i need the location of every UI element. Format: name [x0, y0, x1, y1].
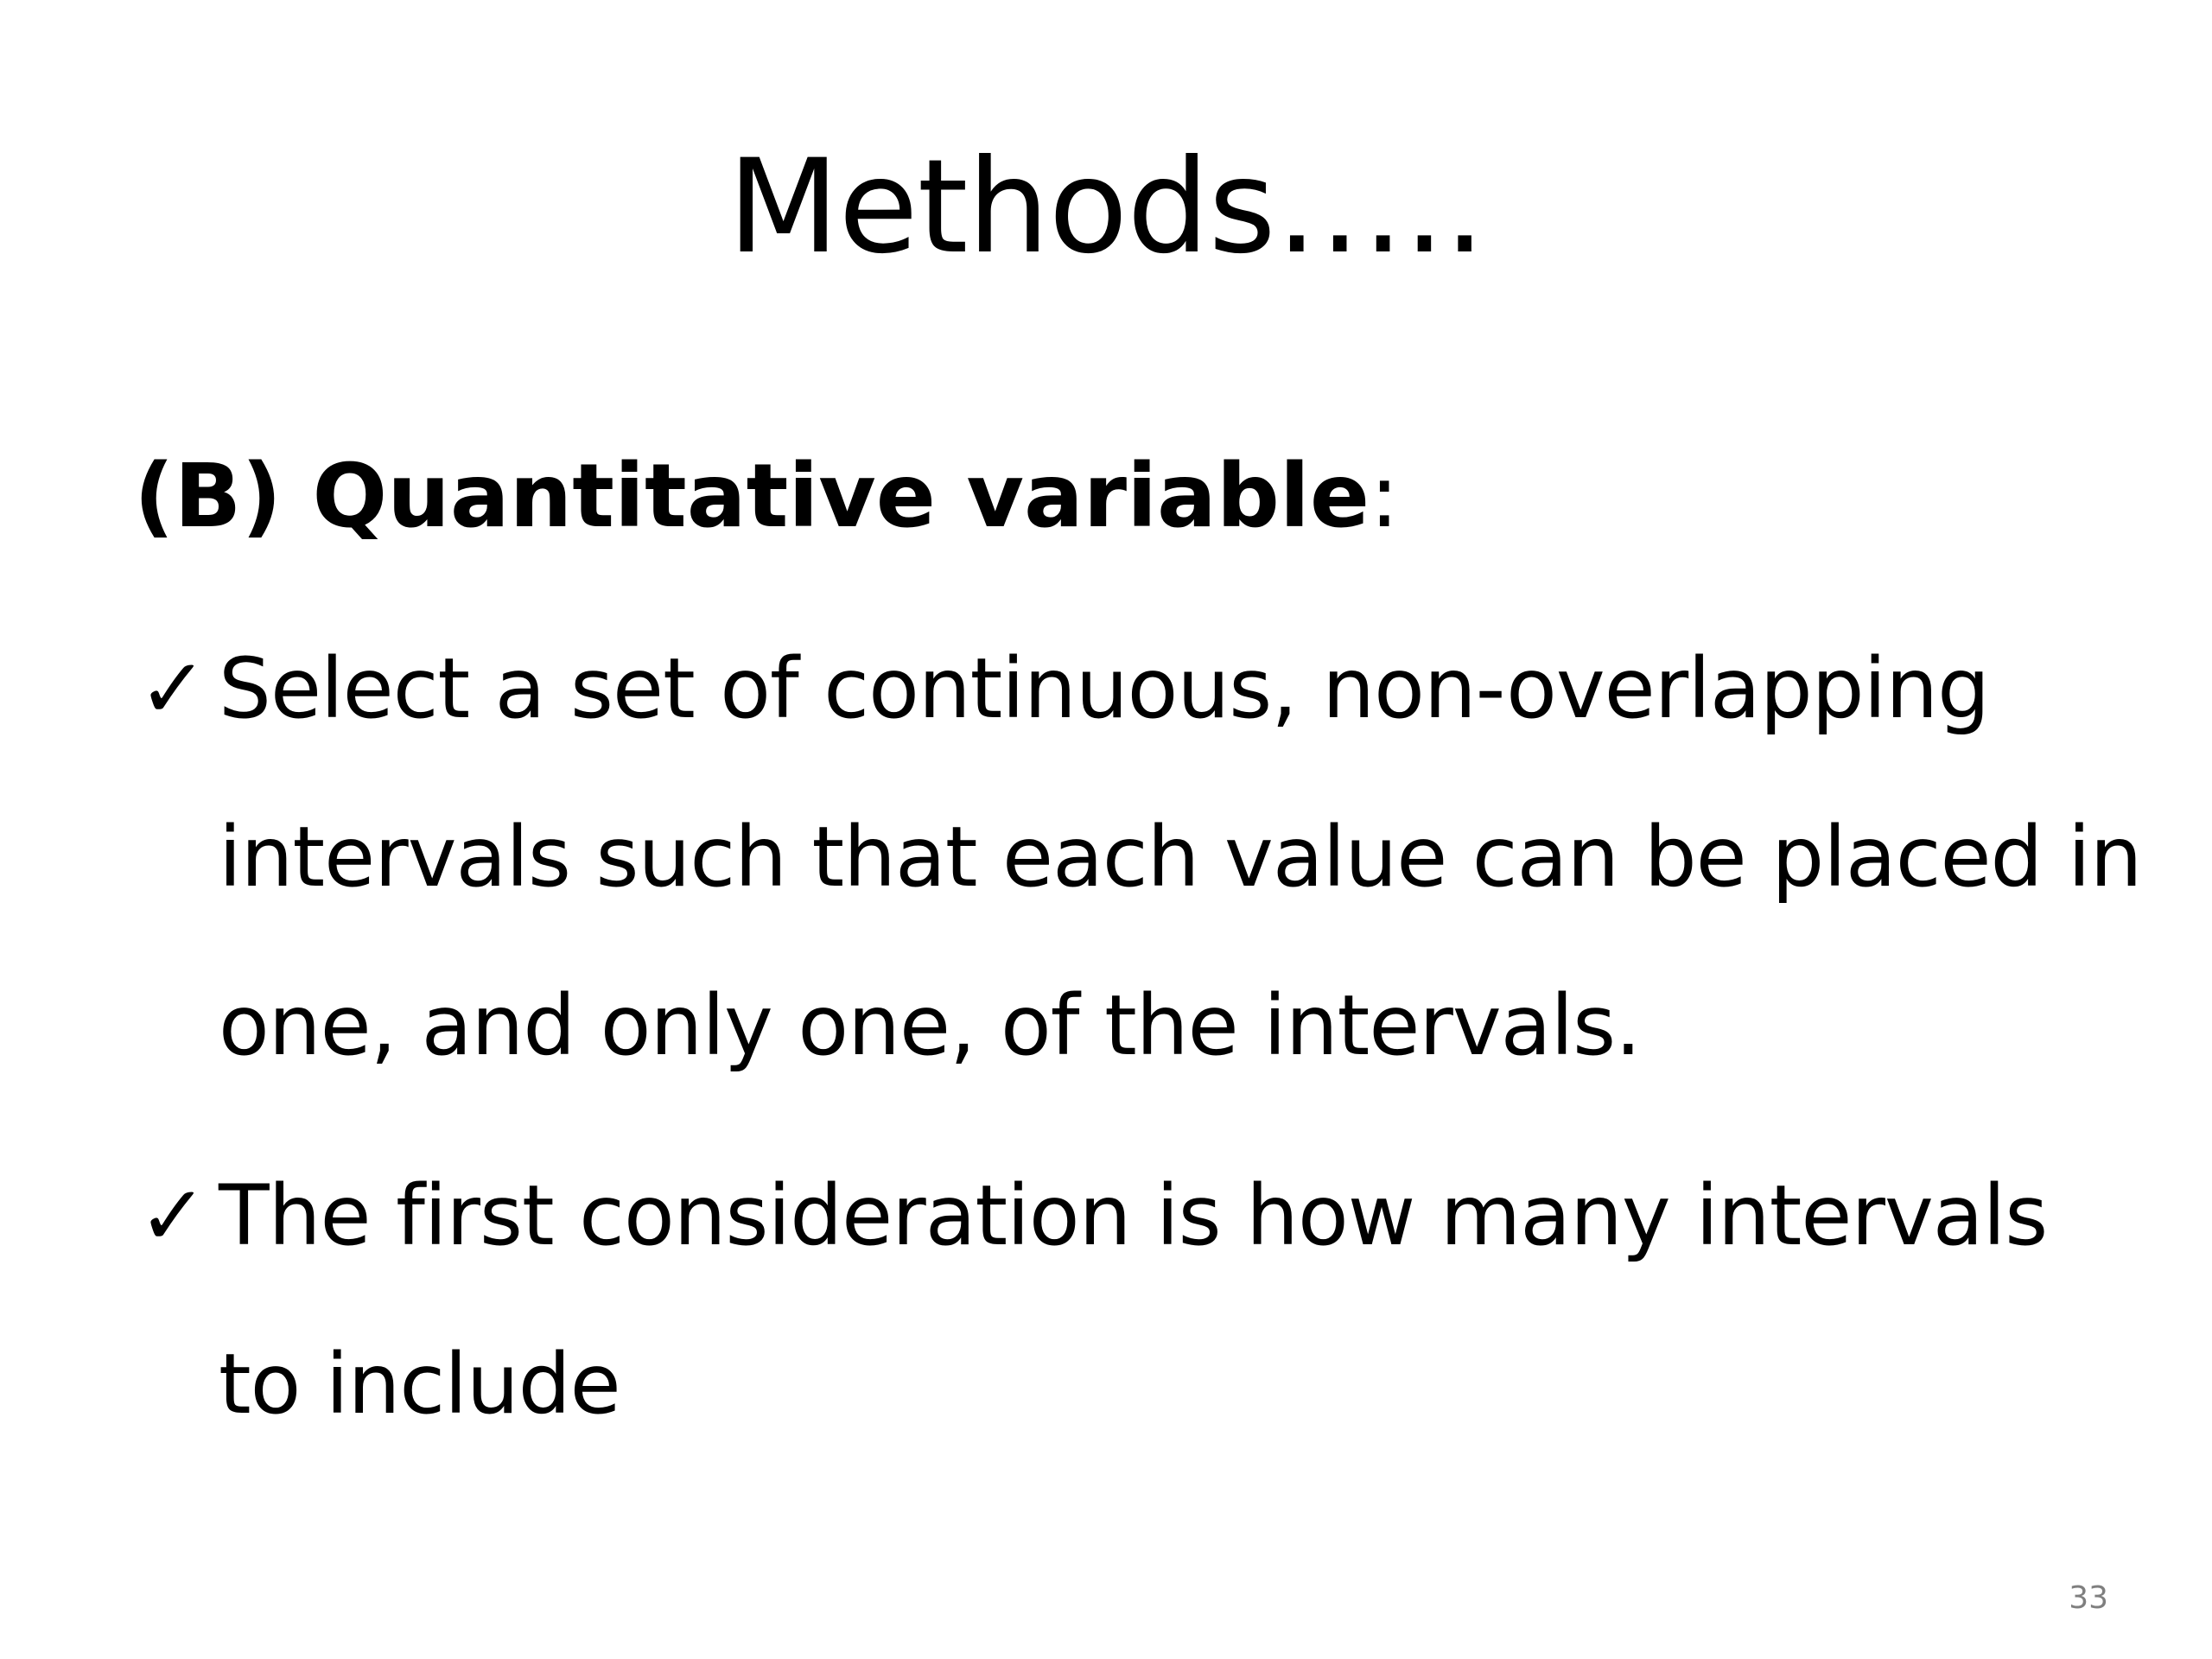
section-heading-colon: :	[1370, 445, 1400, 548]
bullet-line: to include	[219, 1336, 620, 1433]
checkmark-icon: ✓	[138, 1167, 208, 1264]
page-number: 33	[2069, 1580, 2108, 1616]
bullet-line: The first consideration is how many intervals	[219, 1167, 2048, 1264]
section-heading	[134, 436, 1399, 557]
bullet-line: Select a set of continuous, non-overlapping	[219, 640, 1990, 737]
bullet-line: intervals such that each value can be placed in	[219, 809, 2142, 906]
section-heading-label: (B) Quantitative variable	[134, 445, 1370, 548]
checkmark-icon: ✓	[138, 640, 208, 737]
bullet-item	[138, 605, 2142, 1123]
bullet-text	[219, 605, 2142, 1110]
slide-title: Methods…..	[727, 132, 1485, 283]
bullet-item	[138, 1132, 2126, 1478]
bullet-text	[219, 1132, 2120, 1469]
bullet-line: one, and only one, of the intervals.	[219, 977, 1641, 1074]
